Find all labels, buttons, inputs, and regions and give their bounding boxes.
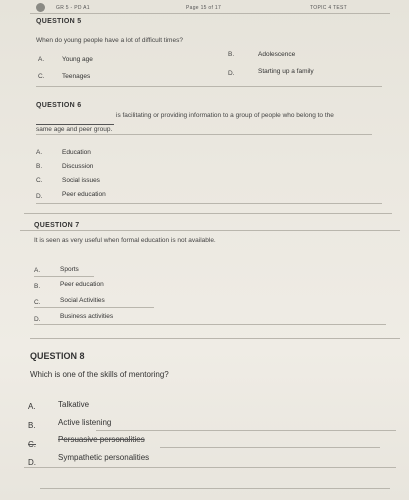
- q6-option-d-letter: D.: [36, 193, 43, 200]
- q7-option-d-letter: D.: [34, 316, 41, 323]
- question-7-divider: [34, 324, 386, 325]
- question-8-title: QUESTION 8: [30, 351, 85, 361]
- q8-option-b-letter: B.: [28, 421, 36, 430]
- q5-option-c-letter: C.: [38, 73, 45, 80]
- q5-option-d-letter: D.: [228, 70, 235, 77]
- q8-option-c-rule: [160, 447, 380, 448]
- q6-option-c-text: Social issues: [62, 177, 100, 184]
- question-8-text: Which is one of the skills of mentoring?: [30, 370, 169, 379]
- q8-option-d-letter: D.: [28, 458, 36, 467]
- question-5-divider: [36, 86, 382, 87]
- q7-option-c-letter: C.: [34, 299, 41, 306]
- q5-option-b-letter: B.: [228, 51, 235, 58]
- q7-option-b-letter: B.: [34, 283, 41, 290]
- q8-option-c-letter: C.: [28, 440, 36, 449]
- q6-option-b-text: Discussion: [62, 163, 94, 170]
- q7-option-a-letter: A.: [34, 267, 41, 274]
- question-6-text-line-1: is facilitating or providing information to a group of people who belong to the: [116, 112, 334, 119]
- school-logo-icon: [36, 3, 45, 12]
- question-8-divider: [24, 467, 396, 468]
- header-divider: [30, 13, 390, 14]
- q8-option-b-rule: [96, 430, 396, 431]
- section-divider: [24, 213, 392, 214]
- q7-option-a-rule: [34, 276, 94, 277]
- question-5-text: When do young people have a lot of difficult times?: [36, 37, 183, 44]
- q5-option-c-text: Teenages: [62, 73, 91, 80]
- q8-option-c-text: Persuasive personalities: [58, 435, 145, 444]
- q7-option-a-text: Sports: [60, 266, 79, 273]
- q6-option-a-text: Education: [62, 149, 91, 156]
- q8-option-a-text: Talkative: [58, 400, 90, 409]
- question-6-blank: [36, 124, 114, 125]
- q8-option-b-text: Active listening: [58, 418, 112, 427]
- q7-option-b-text: Peer education: [60, 281, 104, 288]
- question-6-title: QUESTION 6: [36, 102, 82, 109]
- header-left: GR 5 - PD A1: [56, 5, 90, 11]
- q6-option-d-text: Peer education: [62, 191, 106, 198]
- q5-option-a-text: Young age: [62, 56, 93, 63]
- question-6-text-line-2: same age and peer group.: [36, 126, 113, 133]
- bottom-rule: [40, 488, 390, 489]
- q7-option-c-text: Social Activities: [60, 297, 105, 304]
- q5-option-a-letter: A.: [38, 56, 45, 63]
- question-7-text: It is seen as very useful when formal education is not available.: [34, 237, 216, 244]
- q7-option-d-text: Business activities: [60, 313, 114, 320]
- q5-option-d-text: Starting up a family: [258, 68, 314, 75]
- q6-option-c-letter: C.: [36, 177, 43, 184]
- q8-option-a-letter: A.: [28, 402, 36, 411]
- question-7-title: QUESTION 7: [34, 222, 80, 229]
- q7-option-c-rule: [34, 307, 154, 308]
- question-6-divider: [36, 203, 382, 204]
- question-6-text-underline: [36, 134, 372, 135]
- q6-option-b-letter: B.: [36, 163, 43, 170]
- q5-option-b-text: Adolescence: [258, 51, 296, 58]
- question-5-title: QUESTION 5: [36, 18, 82, 25]
- section-divider-2: [30, 338, 400, 339]
- page-header: [0, 0, 409, 14]
- header-right: TOPIC 4 TEST: [310, 5, 348, 11]
- q8-option-d-text: Sympathetic personalities: [58, 453, 150, 462]
- q6-option-a-letter: A.: [36, 149, 43, 156]
- question-7-title-rule: [20, 230, 400, 231]
- header-page-number: Page 15 of 17: [186, 5, 222, 11]
